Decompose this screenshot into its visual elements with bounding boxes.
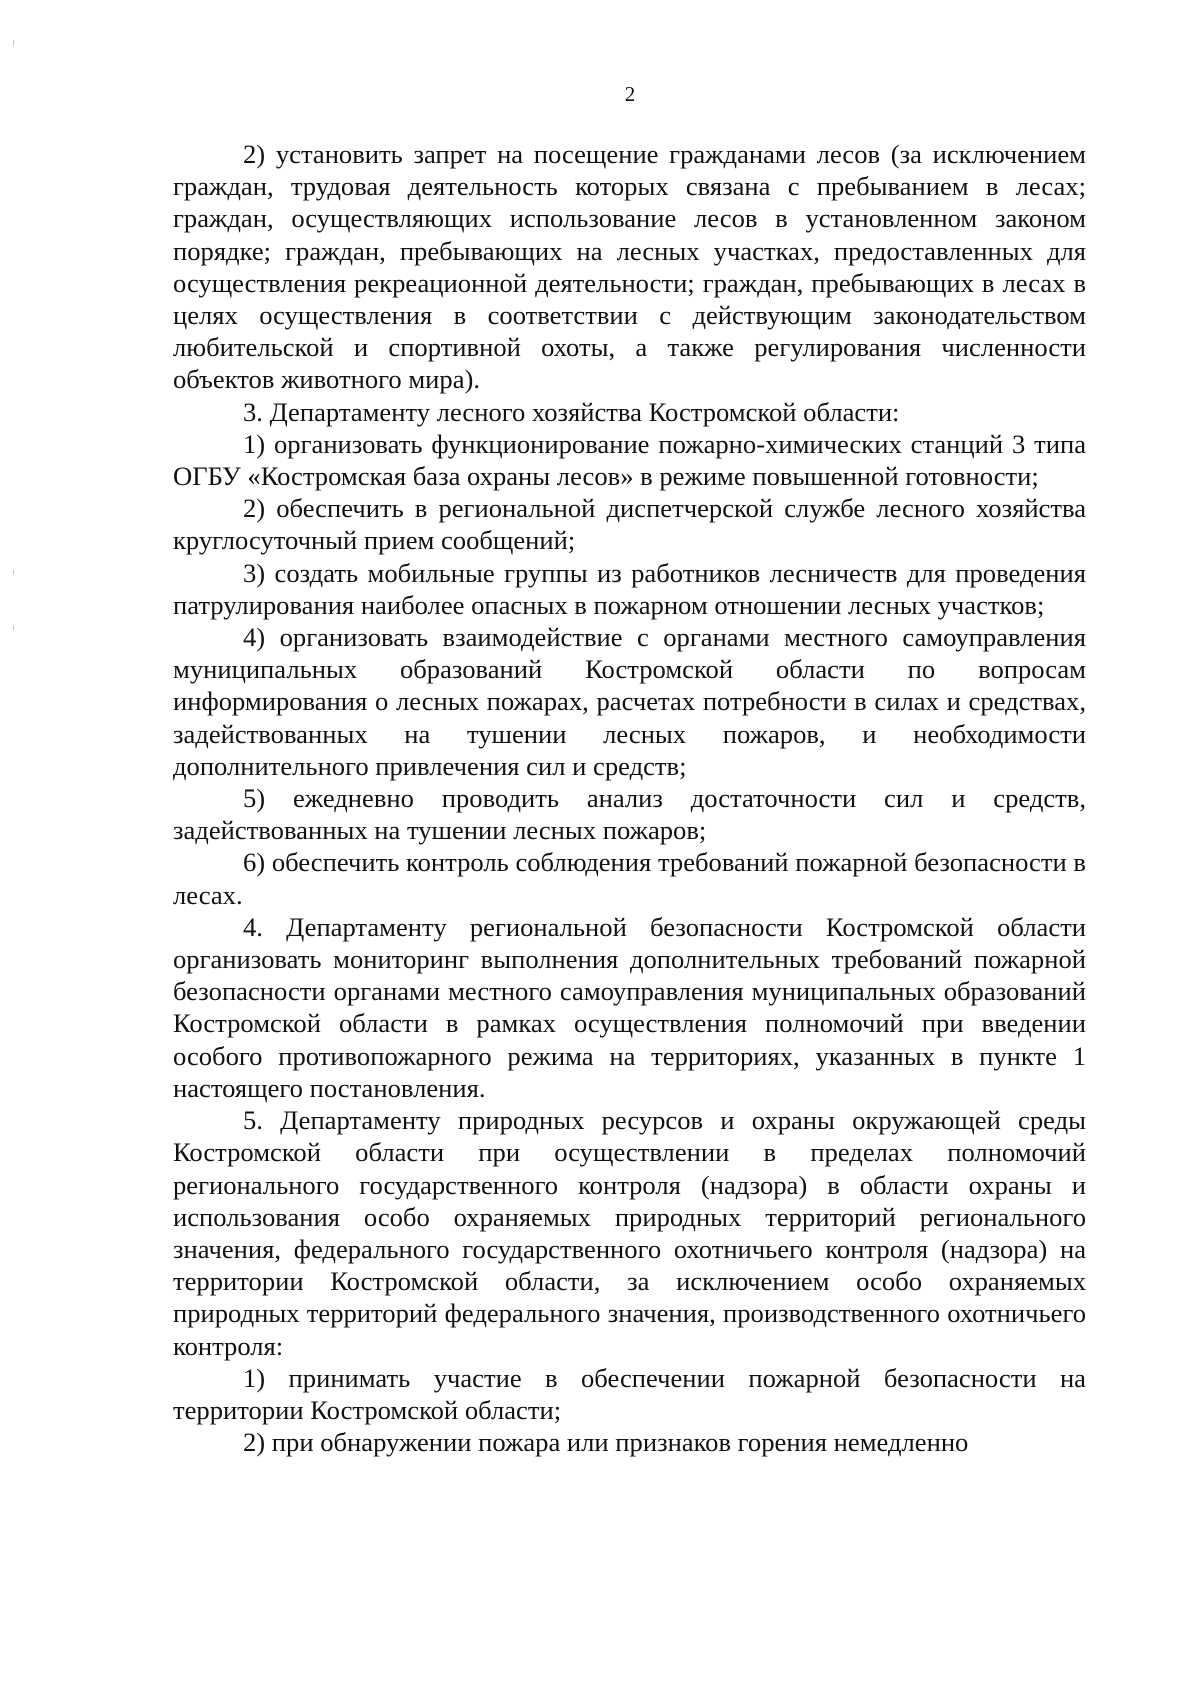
scan-artifact	[13, 570, 14, 575]
scan-artifact	[13, 40, 14, 46]
paragraph-section-4: 4. Департаменту региональной безопасности Костромской области организовать мониторинг выполнения дополнительных требований пожарной безопасности органами местного самоуправления муниципальных образований Костромской области в рамках осуществления полномочий при введении особого противопожарного режима на территориях, указанных в пункте 1 настоящего постановления.	[173, 911, 1086, 1103]
paragraph-3-1: 1) организовать функционирование пожарно-химических станций 3 типа ОГБУ «Костромская база охраны лесов» в режиме повышенной готовности;	[173, 428, 1086, 492]
scan-artifact	[13, 625, 14, 630]
paragraph-item-2-ban-visits: 2) установить запрет на посещение гражданами лесов (за исключением граждан, трудовая деятельность которых связана с пребыванием в лесах; граждан, осуществляющих использование лесов в установленном законом порядке; граждан, пребывающих на лесных участках, предоставленных для осуществления рекреационной деятельности; граждан, пребывающих в лесах в целях осуществления в соответствии с действующим законодательством любительской и спортивной охоты, а также регулирования численности объектов животного мира).	[173, 139, 1086, 395]
paragraph-section-5: 5. Департаменту природных ресурсов и охраны окружающей среды Костромской области при осуществлении в пределах полномочий регионального государственного контроля (надзора) в области охраны и использования особо охраняемых природных территорий регионального значения, федерального государственного охотничьего контроля (надзора) на территории Костромской области, за исключением особо охраняемых природных территорий федерального значения, производственного охотничьего контроля:	[173, 1105, 1086, 1361]
paragraph-5-1: 1) принимать участие в обеспечении пожарной безопасности на территории Костромской области;	[173, 1362, 1086, 1425]
paragraph-3-3: 3) создать мобильные группы из работников лесничеств для проведения патрулирования наиболее опасных в пожарном отношении лесных участков;	[173, 557, 1086, 620]
paragraph-5-2: 2) при обнаружении пожара или признаков горения немедленно	[243, 1427, 969, 1458]
document-body	[173, 138, 1086, 1458]
paragraph-3-4: 4) организовать взаимодействие с органами местного самоуправления муниципальных образований Костромской области по вопросам информирования о лесных пожарах, расчетах потребности в силах и средствах, задействованных на тушении лесных пожаров, и необходимости дополнительного привлечения сил и средств;	[173, 622, 1086, 781]
paragraph-section-3-heading: 3. Департаменту лесного хозяйства Костромской области:	[243, 396, 900, 427]
paragraph-3-2: 2) обеспечить в региональной диспетчерской службе лесного хозяйства круглосуточный прием сообщений;	[173, 493, 1086, 556]
paragraph-3-6: 6) обеспечить контроль соблюдения требований пожарной безопасности в лесах.	[173, 847, 1086, 910]
paragraph-3-5: 5) ежедневно проводить анализ достаточности сил и средств, задействованных на тушении лесных пожаров;	[173, 783, 1086, 846]
page-number: 2	[624, 82, 636, 106]
